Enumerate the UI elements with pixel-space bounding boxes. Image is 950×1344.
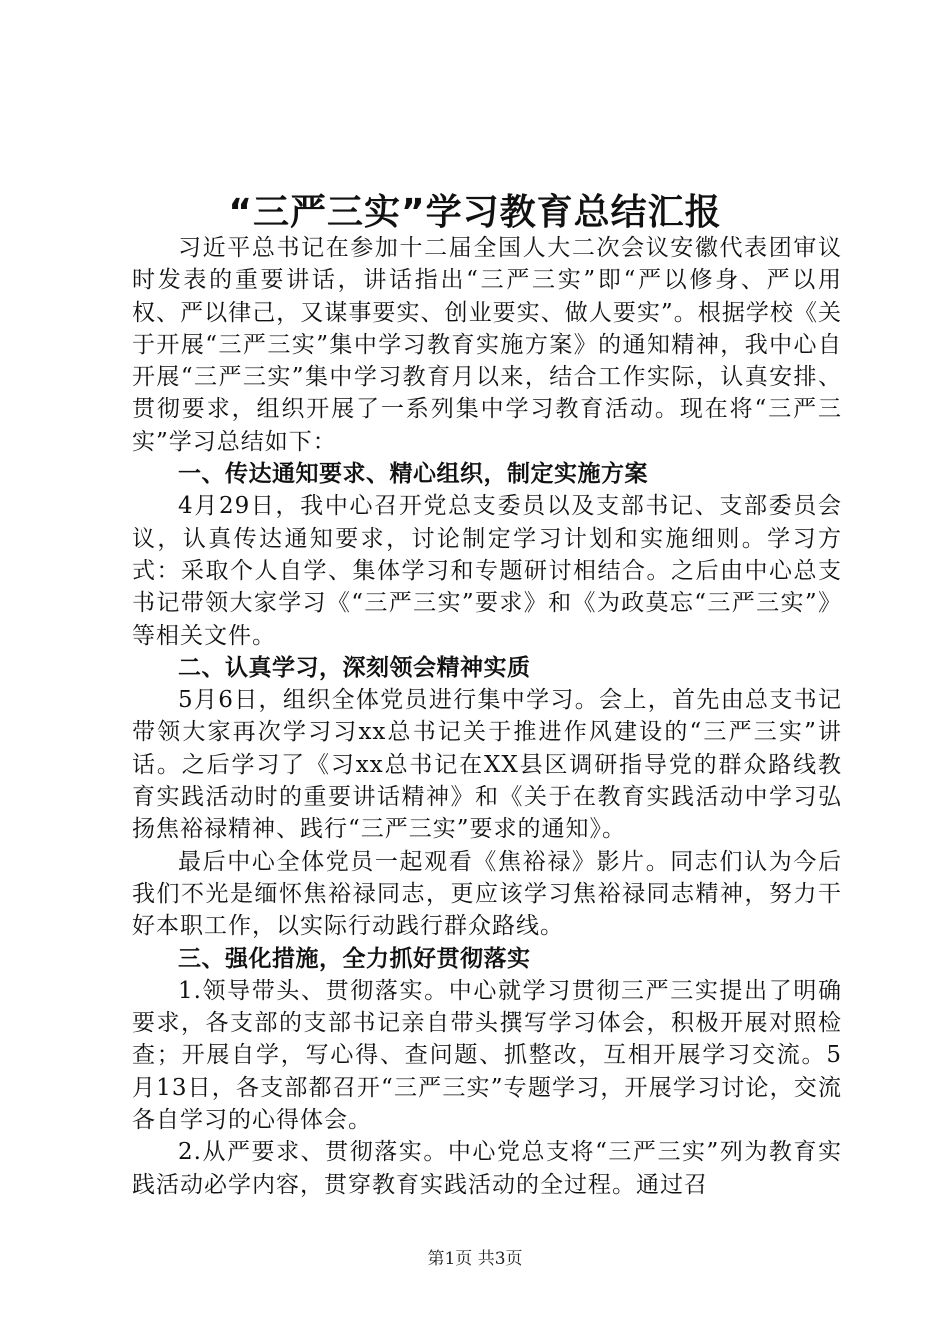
paragraph: 最后中心全体党员一起观看《焦裕禄》影片。同志们认为今后我们不光是缅怀焦裕禄同志，更应该学习焦裕禄同志精神，努力干好本职工作，以实际行动践行群众路线。: [132, 848, 842, 940]
section-heading-2: 二、认真学习，深刻领会精神实质: [178, 654, 531, 681]
paragraph: 5月6日，组织全体党员进行集中学习。会上，首先由总支书记带领大家再次学习习xx总书记关于推进作风建设的“三严三实”讲话。之后学习了《习xx总书记在XX县区调研指导党的群众路线教育实践活动时的重要讲话精神》和《关于在教育实践活动中学习弘扬焦裕禄精神、践行“三严三实”要求的通知》。: [132, 687, 842, 843]
paragraph-intro: 习近平总书记在参加十二届全国人大二次会议安徽代表团审议时发表的重要讲话，讲话指出“三严三实”即“严以修身、严以用权、严以律己，又谋事要实、创业要实、做人要实”。根据学校《关于开展“三严三实”集中学习教育实施方案》的通知精神，我中心自开展“三严三实”集中学习教育月以来，结合工作实际，认真安排、贯彻要求，组织开展了一系列集中学习教育活动。现在将“三严三实”学习总结如下：: [132, 235, 842, 455]
section-heading-1: 一、传达通知要求、精心组织，制定实施方案: [178, 461, 648, 488]
document-title: “三严三实”学习教育总结汇报: [228, 192, 722, 233]
page-footer: 第1页 共3页: [427, 1249, 523, 1269]
paragraph: 1.领导带头、贯彻落实。中心就学习贯彻三严三实提出了明确要求，各支部的支部书记亲自带头撰写学习体会，积极开展对照检查；开展自学，写心得、查问题、抓整改，互相开展学习交流。5月13日，各支部都召开“三严三实”专题学习，开展学习讨论，交流各自学习的心得体会。: [132, 977, 842, 1134]
paragraph: 2.从严要求、贯彻落实。中心党总支将“三严三实”列为教育实践活动必学内容，贯穿教育实践活动的全过程。通过召: [132, 1139, 842, 1198]
section-heading-3: 三、强化措施，全力抓好贯彻落实: [178, 945, 531, 972]
document-body: [132, 232, 842, 1201]
paragraph: 4月29日，我中心召开党总支委员以及支部书记、支部委员会议，认真传达通知要求，讨论制定学习计划和实施细则。学习方式：采取个人自学、集体学习和专题研讨相结合。之后由中心总支书记带领大家学习《“三严三实”要求》和《为政莫忘“三严三实”》等相关文件。: [132, 493, 842, 649]
